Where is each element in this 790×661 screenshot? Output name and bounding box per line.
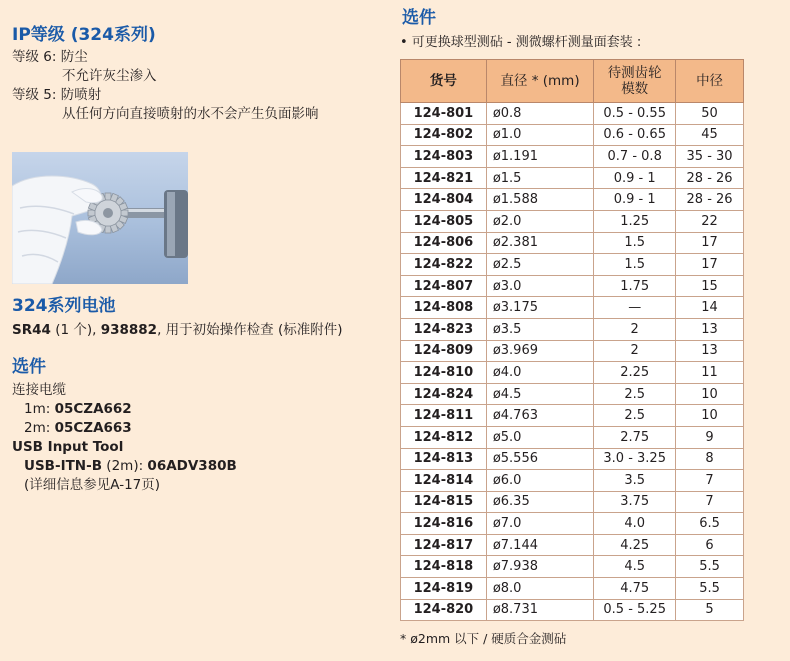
cell-diameter: ø4.5: [486, 383, 593, 405]
cell-diameter: ø5.556: [486, 448, 593, 470]
usb-part: 06ADV380B: [147, 458, 237, 474]
table-row: [401, 383, 744, 405]
table-row: [401, 405, 744, 427]
cell-pitch-diameter: 17: [676, 254, 744, 276]
anvil-spec-table: [400, 59, 744, 621]
cell-module: 4.5: [594, 556, 676, 578]
cell-pitch-diameter: 13: [676, 318, 744, 340]
cell-pitch-diameter: 5: [676, 599, 744, 621]
cell-module: 2.25: [594, 362, 676, 384]
cell-pitch-diameter: 8: [676, 448, 744, 470]
cell-code: 124-811: [401, 405, 487, 427]
cell-diameter: ø3.5: [486, 318, 593, 340]
cable-2m-code: 05CZA663: [54, 420, 132, 436]
battery-title: 324系列电池: [12, 296, 116, 316]
cell-pitch-diameter: 28 - 26: [676, 167, 744, 189]
table-footnote: * ø2mm 以下 / 硬质合金测砧: [400, 631, 567, 646]
battery-qty: (1 个),: [50, 322, 101, 338]
table-row: [401, 599, 744, 621]
cell-pitch-diameter: 22: [676, 210, 744, 232]
cell-diameter: ø8.0: [486, 578, 593, 600]
battery-section: [12, 295, 343, 340]
cell-module: —: [594, 297, 676, 319]
cable-2m: [12, 419, 237, 438]
cell-module: 4.75: [594, 578, 676, 600]
battery-code: 938882: [100, 322, 158, 338]
cell-code: 124-808: [401, 297, 487, 319]
ip-grade6-desc: 不允许灰尘渗入: [62, 68, 157, 84]
cell-module: 1.5: [594, 254, 676, 276]
cell-diameter: ø4.0: [486, 362, 593, 384]
table-row: [401, 578, 744, 600]
cell-diameter: ø3.175: [486, 297, 593, 319]
cell-pitch-diameter: 7: [676, 470, 744, 492]
cell-module: 4.0: [594, 513, 676, 535]
header-code: 货号: [401, 60, 487, 103]
cell-pitch-diameter: 10: [676, 383, 744, 405]
cell-module: 3.75: [594, 491, 676, 513]
cell-pitch-diameter: 11: [676, 362, 744, 384]
cell-pitch-diameter: 28 - 26: [676, 189, 744, 211]
options-right-title: 选件: [402, 8, 436, 28]
cell-diameter: ø3.969: [486, 340, 593, 362]
gear-measurement-illustration: [12, 152, 188, 284]
cable-1m-code: 05CZA662: [54, 401, 132, 417]
cell-diameter: ø8.731: [486, 599, 593, 621]
cell-code: 124-822: [401, 254, 487, 276]
cell-pitch-diameter: 6: [676, 534, 744, 556]
table-row: [401, 448, 744, 470]
table-row: [401, 254, 744, 276]
ip-grade5: 等级 5: 防喷射: [12, 87, 102, 103]
cell-diameter: ø1.0: [486, 124, 593, 146]
cell-module: 3.5: [594, 470, 676, 492]
table-body: [401, 103, 744, 621]
cell-pitch-diameter: 17: [676, 232, 744, 254]
ip-grade6: 等级 6: 防尘: [12, 49, 88, 65]
cell-code: 124-814: [401, 470, 487, 492]
usb-code: USB-ITN-B: [24, 458, 103, 474]
options-left-title: 选件: [12, 357, 46, 377]
battery-line: [12, 321, 343, 340]
cell-module: 2: [594, 340, 676, 362]
cell-code: 124-820: [401, 599, 487, 621]
cell-code: 124-819: [401, 578, 487, 600]
cell-pitch-diameter: 45: [676, 124, 744, 146]
cell-pitch-diameter: 14: [676, 297, 744, 319]
cell-pitch-diameter: 9: [676, 426, 744, 448]
table-row: [401, 534, 744, 556]
table-row: [401, 275, 744, 297]
table-row: [401, 513, 744, 535]
battery-desc: , 用于初始操作检查 (标准附件): [157, 322, 343, 338]
cell-code: 124-823: [401, 318, 487, 340]
table-row: [401, 318, 744, 340]
usb-title: USB Input Tool: [12, 439, 124, 455]
ip-title: IP等级 (324系列): [12, 25, 156, 45]
cable-label: 连接电缆: [12, 382, 66, 398]
cell-code: 124-816: [401, 513, 487, 535]
cell-pitch-diameter: 50: [676, 103, 744, 125]
cell-code: 124-802: [401, 124, 487, 146]
cell-diameter: ø2.0: [486, 210, 593, 232]
cell-diameter: ø5.0: [486, 426, 593, 448]
cell-module: 1.5: [594, 232, 676, 254]
cell-diameter: ø4.763: [486, 405, 593, 427]
cell-code: 124-821: [401, 167, 487, 189]
cell-pitch-diameter: 10: [676, 405, 744, 427]
cable-1m-label: 1m:: [24, 401, 55, 417]
table-row: [401, 124, 744, 146]
cell-code: 124-805: [401, 210, 487, 232]
header-diameter: 直径 * (mm): [486, 60, 593, 103]
cell-code: 124-818: [401, 556, 487, 578]
cell-module: 0.7 - 0.8: [594, 146, 676, 168]
cell-diameter: ø7.938: [486, 556, 593, 578]
table-row: [401, 167, 744, 189]
battery-model: SR44: [12, 322, 51, 338]
usb-line: [12, 457, 237, 476]
cell-module: 4.25: [594, 534, 676, 556]
cell-module: 0.5 - 5.25: [594, 599, 676, 621]
cell-module: 3.0 - 3.25: [594, 448, 676, 470]
cell-pitch-diameter: 6.5: [676, 513, 744, 535]
table-row: [401, 470, 744, 492]
table-row: [401, 426, 744, 448]
table-row: [401, 103, 744, 125]
ip-grade5-desc: 从任何方向直接喷射的水不会产生负面影响: [62, 106, 319, 122]
cell-pitch-diameter: 35 - 30: [676, 146, 744, 168]
cell-code: 124-813: [401, 448, 487, 470]
table-row: [401, 210, 744, 232]
cell-diameter: ø7.144: [486, 534, 593, 556]
table-row: [401, 340, 744, 362]
cell-module: 0.6 - 0.65: [594, 124, 676, 146]
cell-diameter: ø2.5: [486, 254, 593, 276]
cell-diameter: ø0.8: [486, 103, 593, 125]
usb-length: (2m):: [102, 458, 148, 474]
cell-diameter: ø3.0: [486, 275, 593, 297]
cell-module: 0.9 - 1: [594, 167, 676, 189]
cell-diameter: ø6.0: [486, 470, 593, 492]
cell-code: 124-812: [401, 426, 487, 448]
cell-module: 2.75: [594, 426, 676, 448]
header-module: 待测齿轮 模数: [594, 60, 676, 103]
cell-diameter: ø1.5: [486, 167, 593, 189]
cell-code: 124-803: [401, 146, 487, 168]
cell-pitch-diameter: 5.5: [676, 578, 744, 600]
table-row: [401, 362, 744, 384]
cell-diameter: ø1.191: [486, 146, 593, 168]
cell-diameter: ø2.381: [486, 232, 593, 254]
cell-diameter: ø1.588: [486, 189, 593, 211]
table-row: [401, 491, 744, 513]
cable-2m-label: 2m:: [24, 420, 55, 436]
table-row: [401, 556, 744, 578]
cell-module: 1.25: [594, 210, 676, 232]
cell-diameter: ø6.35: [486, 491, 593, 513]
cell-code: 124-817: [401, 534, 487, 556]
cell-pitch-diameter: 5.5: [676, 556, 744, 578]
cell-code: 124-824: [401, 383, 487, 405]
table-row: [401, 146, 744, 168]
cell-code: 124-809: [401, 340, 487, 362]
cell-code: 124-807: [401, 275, 487, 297]
cell-module: 2: [594, 318, 676, 340]
cell-code: 124-806: [401, 232, 487, 254]
cell-code: 124-810: [401, 362, 487, 384]
cell-code: 124-815: [401, 491, 487, 513]
cell-code: 124-801: [401, 103, 487, 125]
cable-1m: [12, 400, 237, 419]
page-reference: (详细信息参见A-17页): [24, 477, 161, 493]
table-row: [401, 232, 744, 254]
options-left-section: [12, 356, 237, 495]
cell-module: 2.5: [594, 383, 676, 405]
ip-section: [12, 24, 319, 124]
cell-module: 0.5 - 0.55: [594, 103, 676, 125]
product-photo: [12, 152, 188, 284]
cell-pitch-diameter: 13: [676, 340, 744, 362]
header-pitch-diameter: 中径: [676, 60, 744, 103]
options-right-subtitle: • 可更换球型测砧 - 测微螺杆测量面套装 :: [400, 35, 642, 50]
table-row: [401, 189, 744, 211]
cell-pitch-diameter: 15: [676, 275, 744, 297]
table-header-row: [401, 60, 744, 103]
cell-module: 1.75: [594, 275, 676, 297]
cell-code: 124-804: [401, 189, 487, 211]
cell-diameter: ø7.0: [486, 513, 593, 535]
table-row: [401, 297, 744, 319]
cell-module: 0.9 - 1: [594, 189, 676, 211]
cell-pitch-diameter: 7: [676, 491, 744, 513]
cell-module: 2.5: [594, 405, 676, 427]
